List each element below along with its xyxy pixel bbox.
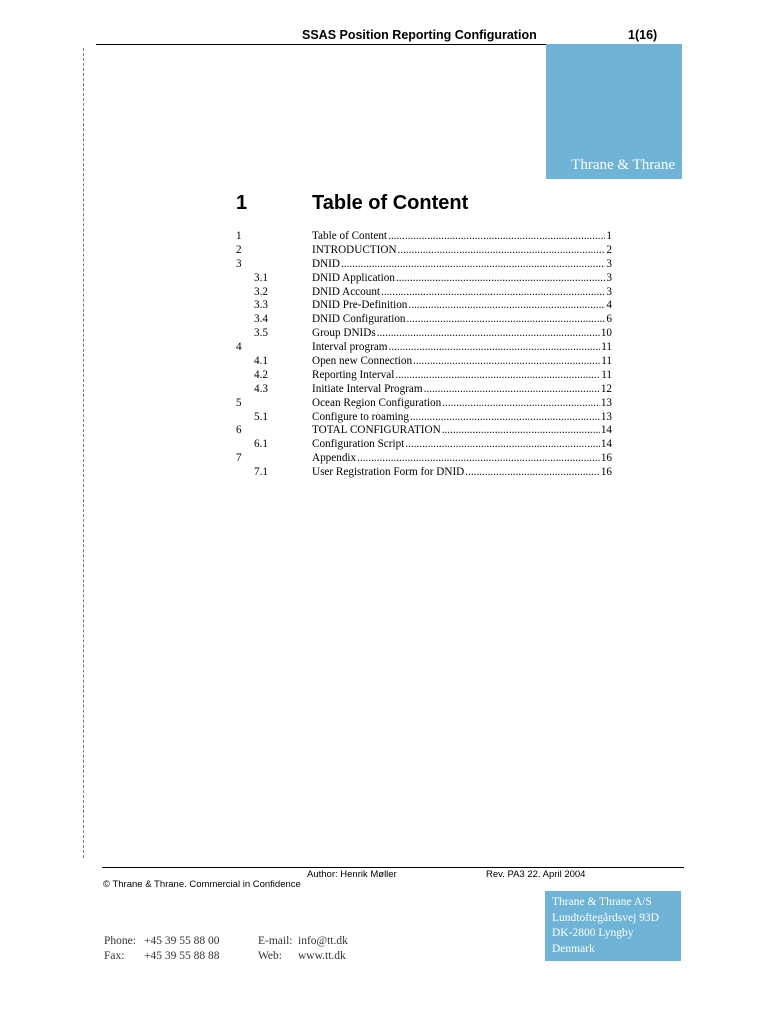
toc-leader-dots <box>465 466 600 480</box>
toc-leader-dots <box>407 313 606 327</box>
toc-entry-line <box>312 424 612 438</box>
web-link[interactable]: www.tt.dk <box>298 950 346 962</box>
table-of-contents <box>236 230 612 480</box>
toc-entry-page: 10 <box>600 327 612 340</box>
toc-entry-number: 3 <box>236 257 242 270</box>
toc-entry-title: Interval program <box>312 341 388 354</box>
toc-entry-number: 4 <box>236 341 242 354</box>
toc-entry-title: Configuration Script <box>312 438 405 451</box>
toc-leader-dots <box>357 452 600 466</box>
toc-entry-title: DNID Application <box>312 271 395 284</box>
left-margin-rule <box>83 48 84 858</box>
toc-leader-dots <box>413 355 600 369</box>
toc-entry-line <box>312 438 612 452</box>
toc-leader-dots <box>377 327 600 341</box>
toc-entry-title: Open new Connection <box>312 355 413 368</box>
footer-copyright: © Thrane & Thrane. Commercial in Confidence <box>103 879 301 890</box>
footer-rule <box>102 867 684 868</box>
toc-leader-dots <box>388 230 605 244</box>
toc-entry-line <box>312 258 612 272</box>
toc-entry-page: 4 <box>606 299 612 312</box>
toc-entry-title: Table of Content <box>312 230 388 242</box>
toc-entry-line <box>312 369 612 383</box>
toc-leader-dots <box>396 272 605 286</box>
toc-entry-page: 11 <box>601 341 612 354</box>
toc-leader-dots <box>395 369 600 383</box>
toc-leader-dots <box>410 411 600 425</box>
email-label: E-mail: <box>258 935 293 947</box>
toc-leader-dots <box>424 383 600 397</box>
toc-entry[interactable] <box>236 411 612 425</box>
toc-entry-line <box>312 244 612 258</box>
toc-entry-page: 14 <box>600 438 612 451</box>
address-line: Denmark <box>552 942 595 955</box>
toc-entry-number: 5.1 <box>254 410 268 423</box>
phone-number: +45 39 55 88 00 <box>144 935 220 947</box>
toc-entry-line <box>312 452 612 466</box>
address-line: Lundtoftegårdsvej 93D <box>552 911 659 924</box>
toc-entry-number: 1 <box>236 230 242 242</box>
toc-entry[interactable] <box>236 438 612 452</box>
toc-entry-title: DNID Configuration <box>312 313 406 326</box>
toc-entry-line <box>312 383 612 397</box>
toc-leader-dots <box>398 244 606 258</box>
toc-leader-dots <box>442 424 600 438</box>
toc-entry-number: 5 <box>236 396 242 409</box>
toc-entry[interactable] <box>236 341 612 355</box>
toc-entry-number: 6 <box>236 424 242 437</box>
toc-leader-dots <box>405 438 600 452</box>
email-web-block <box>258 934 348 964</box>
toc-entry-number: 4.2 <box>254 368 268 381</box>
phone-label: Phone: <box>104 935 136 947</box>
toc-leader-dots <box>341 258 605 272</box>
toc-entry-number: 3.2 <box>254 285 268 298</box>
toc-entry[interactable] <box>236 286 612 300</box>
logo-text: Thrane & Thrane <box>571 157 675 173</box>
toc-entry-title: DNID Account <box>312 285 381 298</box>
footer-revision: Rev. PA3 22. April 2004 <box>486 869 586 880</box>
toc-entry[interactable] <box>236 244 612 258</box>
toc-entry-page: 16 <box>600 452 612 465</box>
toc-leader-dots <box>388 341 600 355</box>
toc-entry[interactable] <box>236 355 612 369</box>
toc-entry-number: 3.3 <box>254 299 268 312</box>
toc-entry-line <box>312 272 612 286</box>
toc-entry[interactable] <box>236 452 612 466</box>
toc-entry-line <box>312 341 612 355</box>
toc-entry[interactable] <box>236 272 612 286</box>
toc-entry[interactable] <box>236 258 612 272</box>
section-number: 1 <box>236 192 248 214</box>
toc-leader-dots <box>381 286 605 300</box>
toc-entry-page: 11 <box>601 368 612 381</box>
address-line: DK-2800 Lyngby <box>552 927 634 939</box>
toc-entry-page: 1 <box>606 230 612 242</box>
toc-entry-number: 3.4 <box>254 313 268 326</box>
toc-entry[interactable] <box>236 397 612 411</box>
toc-entry-title: Appendix <box>312 452 357 465</box>
toc-entry-line <box>312 411 612 425</box>
fax-label: Fax: <box>104 950 125 962</box>
email-link[interactable]: info@tt.dk <box>298 935 348 947</box>
footer-author: Author: Henrik Møller <box>307 869 397 880</box>
toc-entry-number: 7.1 <box>254 466 268 479</box>
toc-entry-title: Initiate Interval Program <box>312 382 423 395</box>
toc-entry-line <box>312 299 612 313</box>
toc-entry[interactable] <box>236 230 612 244</box>
toc-entry-title: Group DNIDs <box>312 327 376 340</box>
toc-entry-line <box>312 397 612 411</box>
toc-entry-line <box>312 230 612 244</box>
toc-entry[interactable] <box>236 424 612 438</box>
fax-number: +45 39 55 88 88 <box>144 950 220 962</box>
phone-fax-block <box>104 934 220 964</box>
page-number: 1(16) <box>628 28 658 42</box>
toc-entry-line <box>312 286 612 300</box>
toc-entry-number: 6.1 <box>254 438 268 451</box>
toc-entry-line <box>312 313 612 327</box>
toc-entry-number: 7 <box>236 452 242 465</box>
toc-entry-page: 6 <box>606 313 612 326</box>
toc-entry-page: 13 <box>600 410 612 423</box>
company-address <box>545 891 681 961</box>
toc-entry-title: TOTAL CONFIGURATION <box>312 424 441 437</box>
toc-entry[interactable] <box>236 466 612 480</box>
company-logo <box>546 44 682 179</box>
toc-leader-dots <box>408 299 605 313</box>
toc-entry-number: 2 <box>236 243 242 256</box>
toc-entry-title: Configure to roaming <box>312 410 409 423</box>
toc-leader-dots <box>442 397 600 411</box>
toc-entry-page: 3 <box>606 257 612 270</box>
document-title: SSAS Position Reporting Configuration <box>302 28 537 42</box>
toc-entry-number: 4.1 <box>254 355 268 368</box>
toc-entry-title: Ocean Region Configuration <box>312 396 442 409</box>
toc-entry-number: 3.5 <box>254 327 268 340</box>
toc-entry-page: 3 <box>606 285 612 298</box>
toc-entry-title: Reporting Interval <box>312 368 395 381</box>
toc-entry[interactable] <box>236 299 612 313</box>
toc-entry-title: DNID <box>312 257 340 270</box>
toc-entry-title: User Registration Form for DNID <box>312 466 465 479</box>
address-line: Thrane & Thrane A/S <box>552 896 652 908</box>
toc-entry-number: 3.1 <box>254 271 268 284</box>
toc-entry-line <box>312 466 612 480</box>
web-label: Web: <box>258 950 282 962</box>
toc-entry-page: 16 <box>600 466 612 479</box>
toc-entry-title: DNID Pre-Definition <box>312 299 408 312</box>
toc-entry-page: 12 <box>600 382 612 395</box>
toc-entry-page: 13 <box>600 396 612 409</box>
toc-entry-page: 2 <box>606 243 612 256</box>
toc-entry-page: 14 <box>600 424 612 437</box>
toc-entry-page: 11 <box>601 355 612 368</box>
toc-entry[interactable] <box>236 369 612 383</box>
toc-entry-page: 3 <box>606 271 612 284</box>
toc-entry[interactable] <box>236 383 612 397</box>
toc-entry[interactable] <box>236 327 612 341</box>
toc-entry-line <box>312 355 612 369</box>
toc-entry-title: INTRODUCTION <box>312 243 397 256</box>
toc-entry-line <box>312 327 612 341</box>
toc-entry-number: 4.3 <box>254 382 268 395</box>
header-rule <box>96 44 546 45</box>
section-title: Table of Content <box>312 192 469 214</box>
toc-entry[interactable] <box>236 313 612 327</box>
